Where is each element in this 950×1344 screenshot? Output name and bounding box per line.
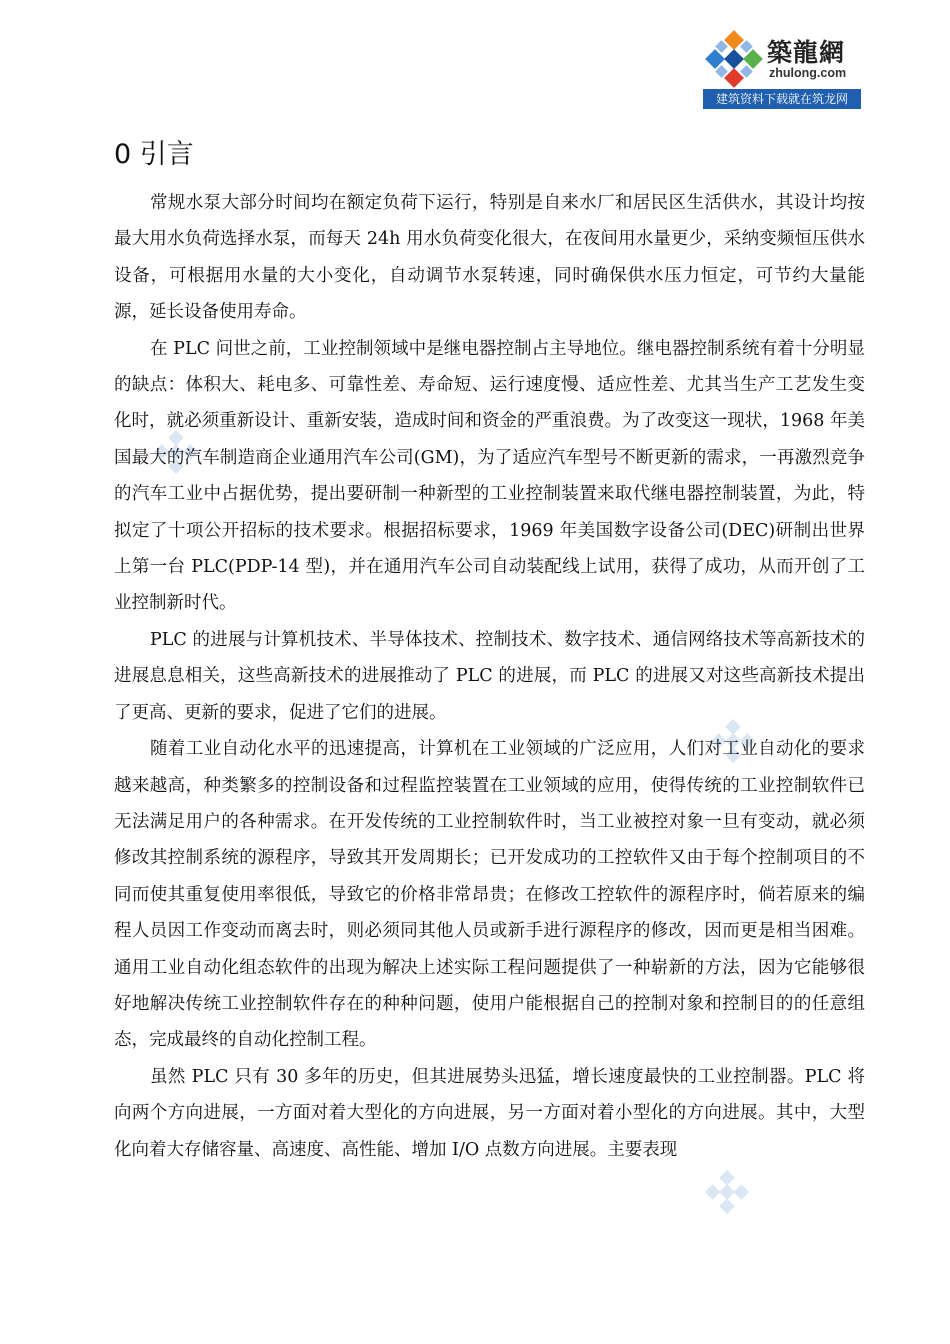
paragraph: 虽然 PLC 只有 30 多年的历史，但其进展势头迅猛，增长速度最快的工业控制器。PLC 将向两个方向进展，一方面对着大型化的方向进展，另一方面对着小型化的方向进展。其中，大型化向着大存储容量、高速度、高性能、增加 I/O 点数方向进展。主要表现	[114, 1066, 865, 1160]
logo-chinese-name: 築龍網	[767, 38, 846, 67]
zhulong-logo-icon	[705, 30, 763, 88]
paragraph: 随着工业自动化水平的迅速提高，计算机在工业领域的广泛应用，人们对工业自动化的要求越来越高，种类繁多的控制设备和过程监控装置在工业领域的应用，使得传统的工业控制软件已无法满足用户的各种需求。在开发传统的工业控制软件时，当工业被控对象一旦有变动，就必须修改其控制系统的源程序，导致其开发周期长；已开发成功的工控软件又由于每个控制项目的不同而使其重复使用率很低，导致它的价格非常昂贵；在修改工控软件的源程序时，倘若原来的编程人员因工作变动而离去时，则必须同其他人员或新手进行源程序的修改，因而更是相当困难。通用工业自动化组态软件的出现为解决上述实际工程问题提供了一种崭新的方法，因为它能够很好地解决传统工业控制软件存在的种种问题，使用户能根据自己的控制对象和控制目的的任意组态，完成最终的自动化控制工程。	[114, 739, 865, 1051]
document-body	[114, 185, 865, 1168]
watermark-icon	[705, 1170, 749, 1214]
zhulong-logo	[703, 27, 861, 109]
paragraph: 常规水泵大部分时间均在额定负荷下运行，特别是自来水厂和居民区生活供水，其设计均按最大用水负荷选择水泵，而每天 24h 用水负荷变化很大，在夜间用水量更少，采纳变频恒压供水设备，可根据用水量的大小变化，自动调节水泵转速，同时确保供水压力恒定，可节约大量能源，延长设备使用寿命。	[114, 193, 865, 323]
logo-domain: zhulong.com	[769, 66, 847, 80]
section-heading: 0 引言	[114, 139, 194, 170]
logo-slogan: 建筑资料下载就在筑龙网	[703, 89, 861, 109]
paragraph: 在 PLC 问世之前，工业控制领域中是继电器控制占主导地位。继电器控制系统有着十分明显的缺点：体积大、耗电多、可靠性差、寿命短、运行速度慢、适应性差、尤其当生产工艺发生变化时，就必须重新设计、重新安装，造成时间和资金的严重浪费。为了改变这一现状，1968 年美国最大的汽车制造商企业通用汽车公司(GM)，为了适应汽车型号不断更新的需求，一再激烈竞争的汽车工业中占据优势，提出要研制一种新型的工业控制装置来取代继电器控制装置，为此，特拟定了十项公开招标的技术要求。根据招标要求，1969 年美国数字设备公司(DEC)研制出世界上第一台 PLC(PDP-14 型)，并在通用汽车公司自动装配线上试用，获得了成功，从而开创了工业控制新时代。	[114, 338, 865, 614]
paragraph: PLC 的进展与计算机技术、半导体技术、控制技术、数字技术、通信网络技术等高新技术的进展息息相关，这些高新技术的进展推动了 PLC 的进展，而 PLC 的进展又对这些高新技术提出了更高、更新的要求，促进了它们的进展。	[114, 629, 865, 723]
